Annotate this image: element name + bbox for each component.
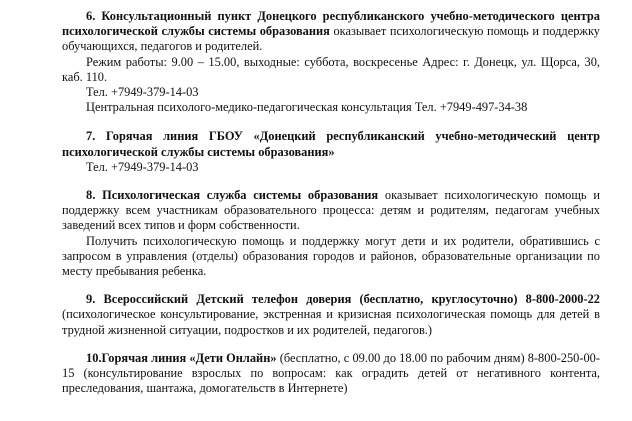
section-10-description: (бесплатно, с 09.00 до 18.00 по рабочим дням) 8-800-250-00-15 (консультирование взрослых по вопросам: как оградить детей от негативного контента, преследования, шантажа, домогательств в Интернете) xyxy=(62,350,601,396)
section-7-title: 7. Горячая линия ГБОУ «Донецкий республиканский учебно-методический центр психологической службы системы образования» xyxy=(62,129,600,159)
section-6 xyxy=(62,9,600,115)
section-9-title: 9. Всероссийский Детский телефон доверия (бесплатно, круглосуточно) 8-800-2000-22 xyxy=(86,292,600,307)
section-8-paragraph-2: Получить психологическую помощь и поддержку могут дети и их родители, обратившись с запросом в управления (отделы) образования городов и районов, образовательные организации по месту пребывания ребенка. xyxy=(62,233,600,279)
section-9-text xyxy=(62,292,600,338)
section-6-intro xyxy=(62,9,600,55)
section-10-title: 10.Горячая линия «Дети Онлайн» xyxy=(86,350,277,365)
section-9-description: (психологическое консультирование, экстренная и кризисная психологическая помощь для детей в трудной жизненной ситуации, подростков и их родителей, педагогов.) xyxy=(62,307,600,337)
section-6-phone: Тел. +7949-379-14-03 xyxy=(86,85,199,100)
section-8-description: оказывает психологическую помощь и поддержку всем участникам образовательного процесса: детям и родителям, педагогам учебных заведений всех типов и форм собственности. xyxy=(62,188,600,233)
section-8 xyxy=(62,188,600,279)
section-6-central-consultation: Центральная психолого-медико-педагогическая консультация Тел. +7949-497-34-38 xyxy=(86,100,528,115)
section-10-text xyxy=(62,351,600,397)
section-10 xyxy=(62,351,600,397)
section-7-phone: Тел. +7949-379-14-03 xyxy=(86,159,199,174)
section-9 xyxy=(62,292,600,338)
section-8-title: 8. Психологическая служба системы образования xyxy=(86,188,379,203)
section-6-hours: Режим работы: 9.00 – 15.00, выходные: суббота, воскресенье Адрес: г. Донецк, ул. Щорса, 30, каб. 110. xyxy=(62,54,600,84)
section-7 xyxy=(62,129,600,175)
section-8-intro xyxy=(62,188,600,234)
section-6-description: оказывает психологическую помощь и поддержку обучающихся, педагогов и родителей. xyxy=(62,24,600,54)
section-6-title: 6. Консультационный пункт Донецкого республиканского учебно-методического центра психологической службы системы образования xyxy=(62,9,600,39)
